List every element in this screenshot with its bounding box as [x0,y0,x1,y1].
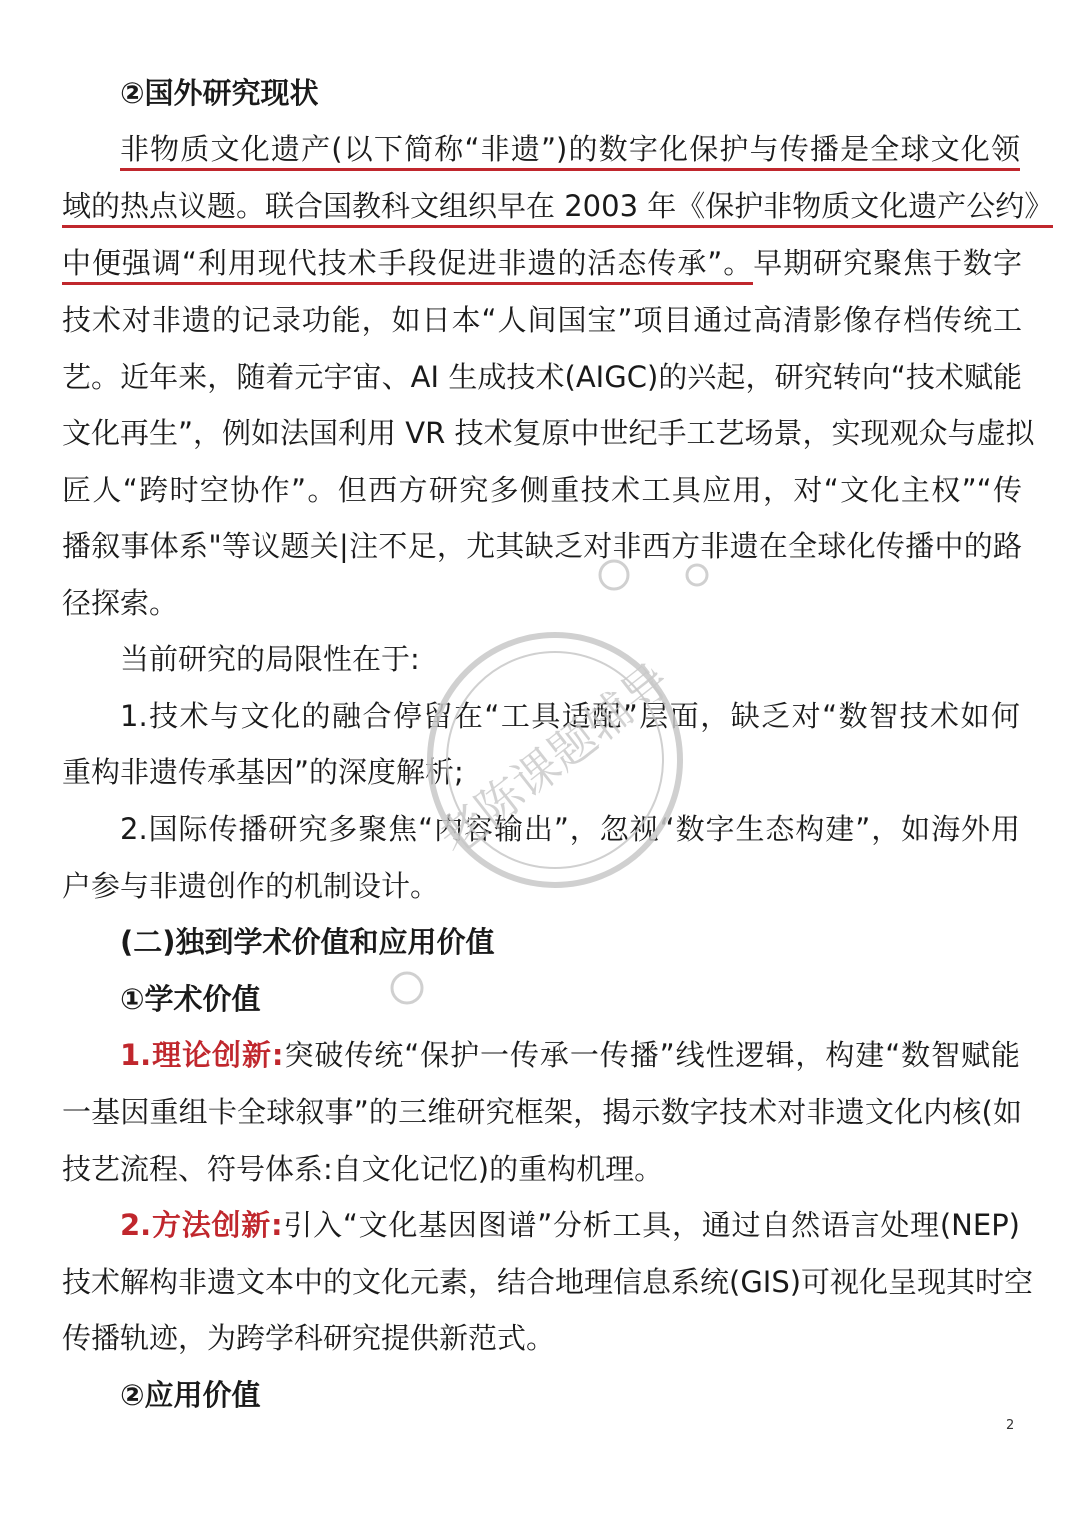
para1-line8: 播叙事体系"等议题关|注不足，尤其缺乏对非西方非遗在全球化传播中的路 [62,529,1022,563]
para1-line9: 径探索。 [62,586,179,620]
limit-item2-line2: 户参与非遗创作的机制设计。 [62,869,440,903]
page-number: 2 [1006,1418,1015,1433]
method-line3: 传播轨迹，为跨学科研究提供新范式。 [62,1321,556,1355]
para1-line1: 非物质文化遗产(以下简称“非遗”)的数字化保护与传播是全球文化领 [120,129,1020,169]
limits-intro: 当前研究的局限性在于: [120,642,420,676]
para1-line2: 域的热点议题。联合国教科文组织早在 2003 年《保护非物质文化遗产公约》 [62,186,1022,226]
theory-line2: 一基因重组卡全球叙事”的三维研究框架，揭示数字技术对非遗文化内核(如 [62,1095,1022,1129]
watermark-text: 老陈课题辅导 [429,652,680,866]
limit-item1-line1: 1.技术与文化的融合停留在“工具适配”层面，缺乏对“数智技术如何 [120,699,1020,733]
theory-line3: 技艺流程、符号体系:自文化记忆)的重构机理。 [62,1152,664,1186]
heading-foreign-research: ②国外研究现状 [120,76,319,110]
limit-item1-line2: 重构非遗传承基因”的深度解析; [62,755,464,789]
watermark-dot [687,565,707,585]
heading-applied-value: ②应用价值 [120,1378,261,1412]
heading-academic-value: ①学术价值 [120,982,261,1016]
theory-label: 1.理论创新: [120,1038,284,1072]
para1-line7: 匠人“跨时空协作”。但西方研究多侧重技术工具应用，对“文化主权”“传 [62,473,1022,507]
para1-line6: 文化再生”，例如法国利用 VR 技术复原中世纪手工艺场景，实现观众与虚拟 [62,416,1035,450]
para1-line5: 艺。近年来，随着元宇宙、AI 生成技术(AIGC)的兴起，研究转向“技术赋能 [62,360,1022,394]
para1-line4: 技术对非遗的记录功能，如日本“人间国宝”项目通过高清影像存档传统工 [62,303,1022,337]
method-line2: 技术解构非遗文本中的文化元素，结合地理信息系统(GIS)可视化呈现其时空 [62,1265,1034,1299]
theory-line1: 1.理论创新:突破传统“保护一传承一传播”线性逻辑，构建“数智赋能 [120,1038,1021,1072]
heading-value: (二)独到学术价值和应用价值 [120,925,495,959]
limit-item2-line1: 2.国际传播研究多聚焦“内容输出”，忽视“数字生态构建”，如海外用 [120,812,1020,846]
method-label: 2.方法创新: [120,1208,283,1242]
method-line1: 2.方法创新:引入“文化基因图谱”分析工具，通过自然语言处理(NEP) [120,1208,1020,1242]
para1-line3: 中便强调“利用现代技术手段促进非遗的活态传承”。早期研究聚焦于数字 [62,243,1022,283]
